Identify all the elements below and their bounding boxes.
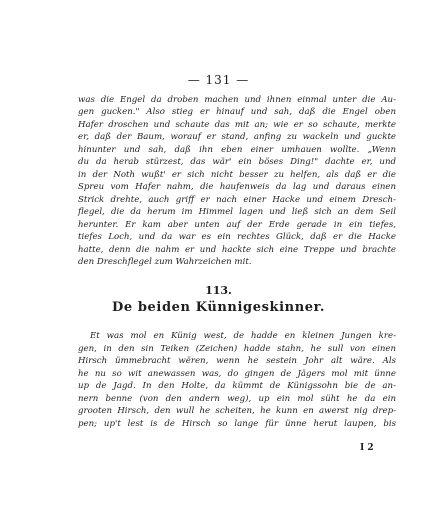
- text-line: he nu so wit anewassen was, do gingen de Jägers mol mit ünne: [78, 369, 396, 379]
- text-line: flegel, die da herum im Himmel lagen und ließ sich an dem Seil: [78, 207, 396, 217]
- text-line: gen, in den sin Teiken (Zeichen) hadde stahn, he sull von einen: [78, 344, 396, 354]
- text-line: nern benne (von den andern weg), up ein mol süht he da ein: [78, 394, 396, 404]
- text-line: den Dreschflegel zum Wahrzeichen mit.: [78, 257, 252, 267]
- text-line: er, daß der Baum, worauf er stand, anfing zu wackeln und guckte: [78, 132, 396, 142]
- text-line: Hirsch ümmebracht wëren, wenn he sestein Johr alt wäre. Als: [78, 356, 396, 366]
- text-line: Hafer droschen und schaute das mit an; wie er so schaute, merkte: [78, 120, 396, 130]
- text-line: herunter. Er kam aber unten auf der Erde gerade in ein tiefes,: [78, 220, 396, 230]
- text-line: tiefes Loch, und da war es ein rechtes Glück, daß er die Hacke: [78, 232, 396, 242]
- page-number: — 131 —: [187, 73, 250, 87]
- text-line: hinunter und sah, daß ihn eben einer umhauen wollte. „Wenn: [78, 145, 396, 155]
- text-line: Spreu vom Hafer nahm, die haufenweis da lag und daraus einen: [78, 182, 396, 192]
- text-line: hatte, denn die nahm er und hackte sich eine Treppe und brachte: [78, 245, 396, 255]
- text-line: in der Noth wußt' er sich nicht besser zu helfen, als daß er die: [78, 170, 396, 180]
- signature-mark: I 2: [360, 443, 374, 453]
- text-line: up de Jagd. In den Holte, da kümmt de Künigssohn bie de an-: [78, 381, 396, 391]
- section-title: De beiden Künnigeskinner.: [112, 300, 325, 315]
- text-line: pen; up't lest is de Hirsch so lange für ünne herut laupen, bis: [78, 419, 396, 429]
- text-line: grooten Hirsch, den wull he scheiten, he kunn en awerst nig drep-: [78, 406, 396, 416]
- text-line: gen gucken." Also stieg er hinauf und sah, daß die Engel oben: [78, 107, 396, 117]
- text-line: Strick drehte, auch griff er nach einer Hacke und einem Dresch-: [78, 195, 396, 205]
- text-line: du da herab stürzest, das wär' ein böses Ding!" dachte er, und: [78, 157, 396, 167]
- section-number: 113.: [205, 284, 232, 297]
- text-line: Et was mol en Künig west, de hadde en kleinen Jungen kre-: [90, 331, 396, 341]
- text-line: was die Engel da droben machen und ihnen einmal unter die Au-: [78, 95, 396, 105]
